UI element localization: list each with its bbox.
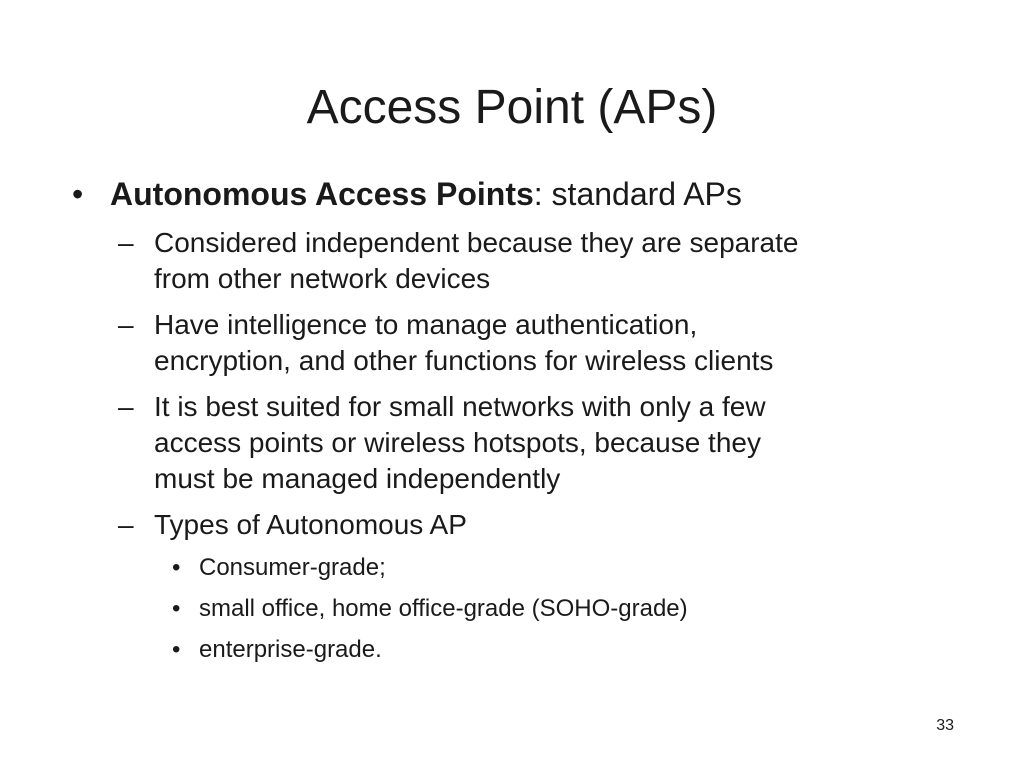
type-item-text: enterprise-grade. xyxy=(199,636,382,663)
type-item-text: small office, home office-grade (SOHO-grade) xyxy=(199,595,688,622)
bullet-marker: • xyxy=(172,595,181,622)
dash-marker: – xyxy=(118,391,134,422)
bullet-definition: : standard APs xyxy=(533,176,742,212)
sub-item-line: access points or wireless hotspots, because they xyxy=(154,427,761,458)
bullet-text xyxy=(110,176,742,212)
bullet-marker: • xyxy=(172,636,181,663)
dash-marker: – xyxy=(118,309,134,340)
dash-marker: – xyxy=(118,509,134,540)
bullet-bold-term: Autonomous Access Points xyxy=(110,176,534,212)
slide-title: Access Point (APs) xyxy=(306,81,718,134)
sub-item-line: from other network devices xyxy=(154,263,491,294)
sub-item-line: Considered independent because they are separate xyxy=(154,227,799,258)
bullet-marker: • xyxy=(72,176,84,212)
sub-item-line: Types of Autonomous AP xyxy=(154,509,467,540)
sub-item-line: encryption, and other functions for wireless clients xyxy=(154,345,774,376)
bullet-marker: • xyxy=(172,554,181,581)
sub-item-line: Have intelligence to manage authentication, xyxy=(154,309,698,340)
dash-marker: – xyxy=(118,227,134,258)
sub-item-line: must be managed independently xyxy=(154,463,561,494)
page-number: 33 xyxy=(936,717,954,734)
type-item-text: Consumer-grade; xyxy=(199,554,386,581)
sub-item-line: It is best suited for small networks with only a few xyxy=(154,391,766,422)
